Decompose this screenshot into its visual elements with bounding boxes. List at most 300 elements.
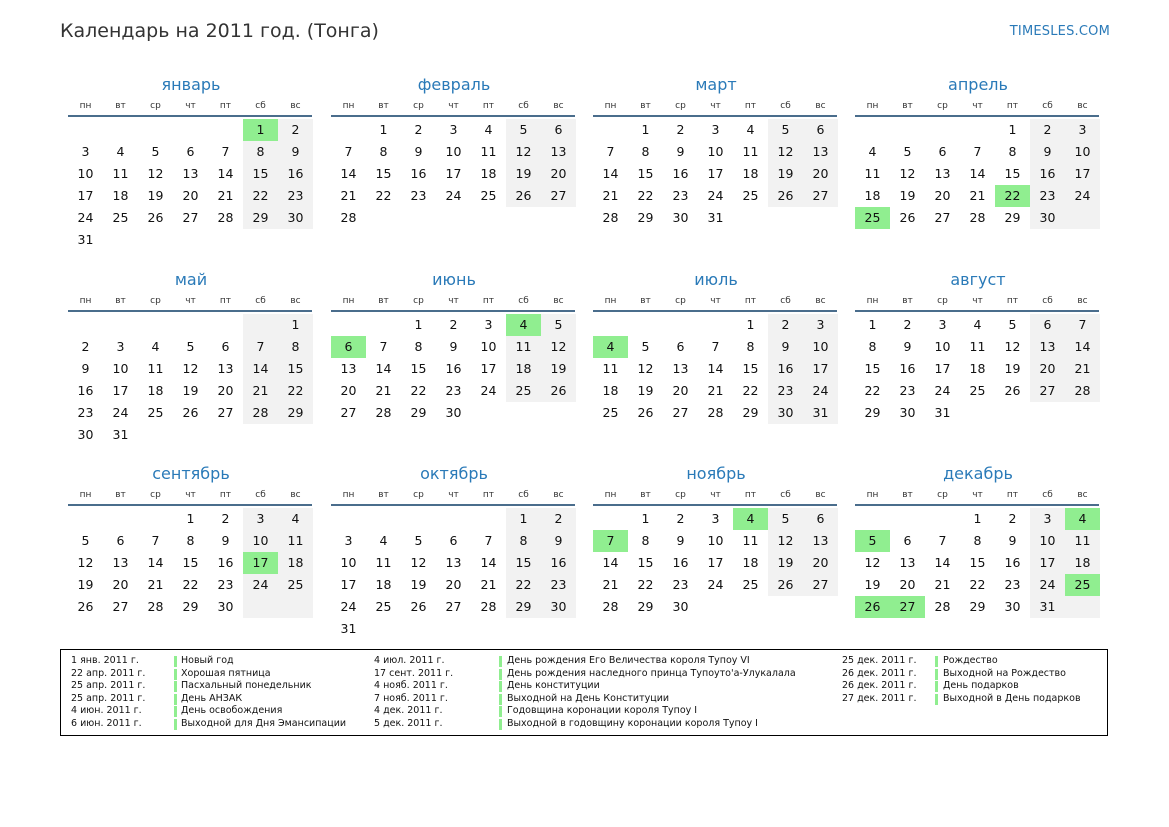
day-cell: 20 [1030, 358, 1065, 380]
weekday-label: вт [115, 296, 126, 306]
day-cell: 29 [637, 599, 654, 614]
day-cell: 16 [1030, 163, 1065, 185]
day-cell: 15 [278, 358, 313, 380]
day-cell: 7 [484, 533, 493, 548]
holiday-name: День рождения наследного принца Тупоуто'а-Улукалала [507, 667, 796, 679]
day-cell: 24 [803, 380, 838, 402]
weekday-label: пт [482, 296, 495, 306]
day-cell: 29 [182, 599, 199, 614]
day-cell: 20 [445, 577, 462, 592]
day-cell: 3 [81, 144, 90, 159]
day-cell: 20 [217, 383, 234, 398]
holiday-date: 17 сент. 2011 г. [374, 667, 454, 679]
day-cell: 22 [506, 574, 541, 596]
day-cell: 6 [541, 119, 576, 141]
day-cell: 28 [1065, 380, 1100, 402]
day-cell: 18 [506, 358, 541, 380]
day-cell: 5 [186, 339, 195, 354]
legend-row [61, 680, 1107, 693]
weekday-label: сб [518, 101, 529, 111]
weekday-header [331, 487, 577, 503]
day-cell: 21 [602, 188, 619, 203]
day-cell: 17 [1030, 552, 1065, 574]
holiday-day-cell: 4 [506, 314, 541, 336]
empty-cell [138, 508, 173, 530]
month-name: апрель [948, 75, 1008, 94]
empty-cell [506, 402, 541, 424]
day-cell: 25 [278, 574, 313, 596]
day-cell: 25 [375, 599, 392, 614]
weekday-label: вс [553, 296, 564, 306]
weekday-label: вт [640, 101, 651, 111]
weekday-label: пн [79, 490, 92, 500]
month-1 [331, 74, 577, 229]
empty-cell [733, 596, 768, 618]
empty-cell [366, 508, 401, 530]
empty-cell [278, 596, 313, 618]
header-rule [68, 115, 312, 117]
month-name: июнь [432, 270, 476, 289]
day-cell: 13 [112, 555, 129, 570]
day-cell: 14 [602, 555, 619, 570]
days-grid [855, 508, 1101, 618]
holiday-date: 26 дек. 2011 г. [842, 667, 917, 679]
day-cell: 1 [278, 314, 313, 336]
day-cell: 10 [934, 339, 951, 354]
weekday-header [593, 293, 839, 309]
empty-cell [995, 402, 1030, 424]
day-cell: 8 [278, 336, 313, 358]
day-cell: 23 [278, 185, 313, 207]
empty-cell [541, 402, 576, 424]
day-cell: 30 [217, 599, 234, 614]
holiday-marker [935, 669, 938, 680]
day-cell: 3 [1065, 119, 1100, 141]
holiday-day-cell: 27 [890, 596, 925, 618]
day-cell: 4 [868, 144, 877, 159]
page-title: Календарь на 2011 год. (Тонга) [60, 20, 379, 42]
day-cell: 14 [707, 361, 724, 376]
day-cell: 28 [217, 210, 234, 225]
empty-cell [593, 119, 628, 141]
empty-cell [768, 207, 803, 229]
weekday-label: вт [902, 101, 913, 111]
weekday-header [855, 98, 1101, 114]
weekday-label: чт [972, 296, 983, 306]
day-cell: 8 [186, 533, 195, 548]
day-cell: 6 [116, 533, 125, 548]
empty-cell [593, 508, 628, 530]
day-cell: 10 [340, 555, 357, 570]
day-cell: 10 [1065, 141, 1100, 163]
site-link[interactable]: TIMESLES.COM [1009, 24, 1110, 39]
weekday-label: ср [150, 296, 161, 306]
weekday-label: пт [219, 296, 232, 306]
days-grid [68, 314, 314, 446]
days-grid [331, 508, 577, 640]
day-cell: 25 [742, 188, 759, 203]
day-cell: 17 [803, 358, 838, 380]
day-cell: 18 [112, 188, 129, 203]
day-cell: 8 [641, 144, 650, 159]
weekday-label: чт [710, 296, 721, 306]
holiday-date: 4 нояб. 2011 г. [374, 680, 448, 692]
day-cell: 27 [541, 185, 576, 207]
day-cell: 26 [77, 599, 94, 614]
day-cell: 25 [147, 405, 164, 420]
legend-row [61, 693, 1107, 706]
days-grid [331, 314, 577, 424]
day-cell: 3 [803, 314, 838, 336]
day-cell: 27 [182, 210, 199, 225]
day-cell: 4 [151, 339, 160, 354]
day-cell: 11 [375, 555, 392, 570]
day-cell: 23 [77, 405, 94, 420]
holiday-date: 5 дек. 2011 г. [374, 717, 443, 729]
empty-cell [1030, 402, 1065, 424]
day-cell: 4 [116, 144, 125, 159]
day-cell: 19 [182, 383, 199, 398]
weekday-label: пн [604, 296, 617, 306]
day-cell: 19 [637, 383, 654, 398]
day-cell: 27 [445, 599, 462, 614]
day-cell: 20 [803, 552, 838, 574]
day-cell: 26 [147, 210, 164, 225]
header-rule [331, 310, 575, 312]
weekday-label: пн [604, 101, 617, 111]
weekday-label: сб [1042, 101, 1053, 111]
day-cell: 11 [278, 530, 313, 552]
day-cell: 23 [1004, 577, 1021, 592]
day-cell: 16 [278, 163, 313, 185]
month-name: июль [694, 270, 738, 289]
weekday-label: сб [1042, 296, 1053, 306]
weekday-header [855, 293, 1101, 309]
weekday-label: ср [150, 101, 161, 111]
day-cell: 17 [112, 383, 129, 398]
weekday-label: чт [185, 490, 196, 500]
holiday-date: 25 апр. 2011 г. [71, 692, 146, 704]
weekday-label: ср [675, 296, 686, 306]
day-cell: 6 [903, 533, 912, 548]
day-cell: 21 [707, 383, 724, 398]
day-cell: 27 [217, 405, 234, 420]
holiday-marker [935, 681, 938, 692]
day-cell: 4 [973, 317, 982, 332]
weekday-label: пт [219, 490, 232, 500]
day-cell: 22 [278, 380, 313, 402]
month-6 [593, 269, 839, 424]
day-cell: 10 [1030, 530, 1065, 552]
weekday-label: сб [780, 490, 791, 500]
day-cell: 17 [480, 361, 497, 376]
day-cell: 11 [864, 166, 881, 181]
day-cell: 27 [934, 210, 951, 225]
month-10 [593, 463, 839, 618]
day-cell: 3 [711, 122, 720, 137]
day-cell: 25 [602, 405, 619, 420]
weekday-label: чт [710, 490, 721, 500]
empty-cell [68, 119, 103, 141]
day-cell: 5 [768, 119, 803, 141]
day-cell: 12 [182, 361, 199, 376]
holiday-date: 27 дек. 2011 г. [842, 692, 917, 704]
day-cell: 15 [637, 555, 654, 570]
legend-column [61, 655, 1107, 705]
weekday-label: вт [115, 490, 126, 500]
day-cell: 21 [480, 577, 497, 592]
day-cell: 27 [803, 574, 838, 596]
holiday-marker [499, 719, 502, 730]
day-cell: 12 [768, 530, 803, 552]
weekday-label: чт [185, 296, 196, 306]
empty-cell [173, 119, 208, 141]
day-cell: 5 [414, 533, 423, 548]
day-cell: 6 [803, 119, 838, 141]
day-cell: 13 [217, 361, 234, 376]
day-cell: 26 [410, 599, 427, 614]
day-cell: 6 [676, 339, 685, 354]
weekday-label: пн [342, 101, 355, 111]
weekday-label: пт [1006, 296, 1019, 306]
weekday-label: пн [342, 490, 355, 500]
day-cell: 21 [375, 383, 392, 398]
day-cell: 2 [903, 317, 912, 332]
day-cell: 23 [1030, 185, 1065, 207]
day-cell: 13 [934, 166, 951, 181]
empty-cell [471, 402, 506, 424]
day-cell: 24 [707, 577, 724, 592]
day-cell: 27 [1030, 380, 1065, 402]
empty-cell [1065, 207, 1100, 229]
day-cell: 14 [480, 555, 497, 570]
day-cell: 29 [278, 402, 313, 424]
day-cell: 5 [768, 508, 803, 530]
day-cell: 20 [934, 188, 951, 203]
day-cell: 6 [1030, 314, 1065, 336]
empty-cell [471, 618, 506, 640]
empty-cell [243, 596, 278, 618]
day-cell: 2 [768, 314, 803, 336]
header-rule [855, 504, 1099, 506]
days-grid [593, 119, 839, 229]
day-cell: 20 [803, 163, 838, 185]
day-cell: 12 [410, 555, 427, 570]
day-cell: 15 [243, 163, 278, 185]
day-cell: 21 [1065, 358, 1100, 380]
day-cell: 12 [1004, 339, 1021, 354]
day-cell: 22 [864, 383, 881, 398]
weekday-label: вт [902, 296, 913, 306]
day-cell: 2 [541, 508, 576, 530]
day-cell: 23 [541, 574, 576, 596]
legend-row [61, 705, 1107, 718]
weekday-header [68, 98, 314, 114]
month-2 [593, 74, 839, 229]
day-cell: 19 [77, 577, 94, 592]
day-cell: 16 [899, 361, 916, 376]
weekday-label: ср [937, 490, 948, 500]
header-rule [855, 310, 1099, 312]
day-cell: 27 [672, 405, 689, 420]
day-cell: 3 [344, 533, 353, 548]
holiday-day-cell: 1 [243, 119, 278, 141]
day-cell: 23 [768, 380, 803, 402]
day-cell: 26 [182, 405, 199, 420]
day-cell: 12 [506, 141, 541, 163]
weekday-label: ср [675, 490, 686, 500]
day-cell: 13 [445, 555, 462, 570]
empty-cell [208, 424, 243, 446]
weekday-label: пт [1006, 101, 1019, 111]
holiday-day-cell: 4 [593, 336, 628, 358]
day-cell: 1 [186, 511, 195, 526]
empty-cell [331, 314, 366, 336]
day-cell: 31 [707, 210, 724, 225]
empty-cell [103, 229, 138, 251]
empty-cell [960, 119, 995, 141]
weekday-label: вт [378, 296, 389, 306]
day-cell: 7 [711, 339, 720, 354]
weekday-label: пн [342, 296, 355, 306]
empty-cell [890, 508, 925, 530]
day-cell: 23 [899, 383, 916, 398]
weekday-label: сб [255, 101, 266, 111]
weekday-label: чт [448, 101, 459, 111]
weekday-header [331, 293, 577, 309]
weekday-label: ср [413, 490, 424, 500]
month-name: март [695, 75, 737, 94]
day-cell: 2 [449, 317, 458, 332]
day-cell: 19 [864, 577, 881, 592]
day-cell: 21 [217, 188, 234, 203]
empty-cell [401, 508, 436, 530]
weekday-header [68, 487, 314, 503]
holiday-date: 22 апр. 2011 г. [71, 667, 146, 679]
day-cell: 23 [410, 188, 427, 203]
day-cell: 18 [969, 361, 986, 376]
day-cell: 12 [864, 555, 881, 570]
holiday-date: 26 дек. 2011 г. [842, 680, 917, 692]
day-cell: 9 [81, 361, 90, 376]
day-cell: 15 [742, 361, 759, 376]
weekday-label: вс [290, 490, 301, 500]
day-cell: 24 [340, 599, 357, 614]
weekday-label: пт [744, 296, 757, 306]
day-cell: 30 [672, 599, 689, 614]
day-cell: 13 [541, 141, 576, 163]
holiday-date: 7 нояб. 2011 г. [374, 692, 448, 704]
day-cell: 24 [112, 405, 129, 420]
day-cell: 17 [340, 577, 357, 592]
empty-cell [506, 618, 541, 640]
day-cell: 24 [934, 383, 951, 398]
day-cell: 11 [969, 339, 986, 354]
day-cell: 20 [899, 577, 916, 592]
holiday-day-cell: 4 [733, 508, 768, 530]
weekday-label: вт [902, 490, 913, 500]
day-cell: 2 [81, 339, 90, 354]
day-cell: 20 [182, 188, 199, 203]
day-cell: 30 [541, 596, 576, 618]
day-cell: 22 [969, 577, 986, 592]
day-cell: 25 [506, 380, 541, 402]
day-cell: 29 [742, 405, 759, 420]
weekday-label: чт [972, 490, 983, 500]
weekday-label: чт [185, 101, 196, 111]
day-cell: 17 [445, 166, 462, 181]
day-cell: 11 [602, 361, 619, 376]
weekday-header [593, 487, 839, 503]
day-cell: 30 [899, 405, 916, 420]
day-cell: 29 [1004, 210, 1021, 225]
empty-cell [278, 424, 313, 446]
legend-row [61, 718, 1107, 731]
header-rule [593, 310, 837, 312]
days-grid [331, 119, 577, 229]
weekday-label: вт [378, 101, 389, 111]
day-cell: 14 [147, 555, 164, 570]
day-cell: 18 [864, 188, 881, 203]
holiday-day-cell: 7 [593, 530, 628, 552]
day-cell: 17 [707, 555, 724, 570]
empty-cell [471, 207, 506, 229]
day-cell: 9 [1008, 533, 1017, 548]
day-cell: 2 [221, 511, 230, 526]
day-cell: 28 [602, 210, 619, 225]
empty-cell [366, 314, 401, 336]
day-cell: 6 [186, 144, 195, 159]
empty-cell [366, 207, 401, 229]
holiday-name: Годовщина коронации короля Тупоу I [507, 705, 698, 717]
day-cell: 20 [672, 383, 689, 398]
day-cell: 1 [506, 508, 541, 530]
day-cell: 9 [903, 339, 912, 354]
weekday-label: вт [640, 490, 651, 500]
day-cell: 15 [182, 555, 199, 570]
empty-cell [471, 508, 506, 530]
holiday-date: 4 дек. 2011 г. [374, 705, 443, 717]
day-cell: 3 [484, 317, 493, 332]
day-cell: 3 [938, 317, 947, 332]
holiday-day-cell: 4 [1065, 508, 1100, 530]
empty-cell [925, 119, 960, 141]
day-cell: 8 [973, 533, 982, 548]
weekday-label: вс [815, 101, 826, 111]
day-cell: 13 [182, 166, 199, 181]
days-grid [68, 119, 314, 251]
days-grid [593, 314, 839, 424]
empty-cell [436, 508, 471, 530]
empty-cell [890, 119, 925, 141]
weekday-label: пт [482, 490, 495, 500]
day-cell: 5 [541, 314, 576, 336]
empty-cell [960, 402, 995, 424]
day-cell: 10 [77, 166, 94, 181]
day-cell: 13 [1030, 336, 1065, 358]
holiday-date: 6 июн. 2011 г. [71, 717, 142, 729]
empty-cell [733, 207, 768, 229]
month-name: февраль [417, 75, 491, 94]
day-cell: 2 [278, 119, 313, 141]
empty-cell [855, 508, 890, 530]
empty-cell [331, 508, 366, 530]
day-cell: 31 [340, 621, 357, 636]
weekday-label: пн [866, 101, 879, 111]
days-grid [68, 508, 314, 618]
day-cell: 31 [1030, 596, 1065, 618]
day-cell: 28 [602, 599, 619, 614]
